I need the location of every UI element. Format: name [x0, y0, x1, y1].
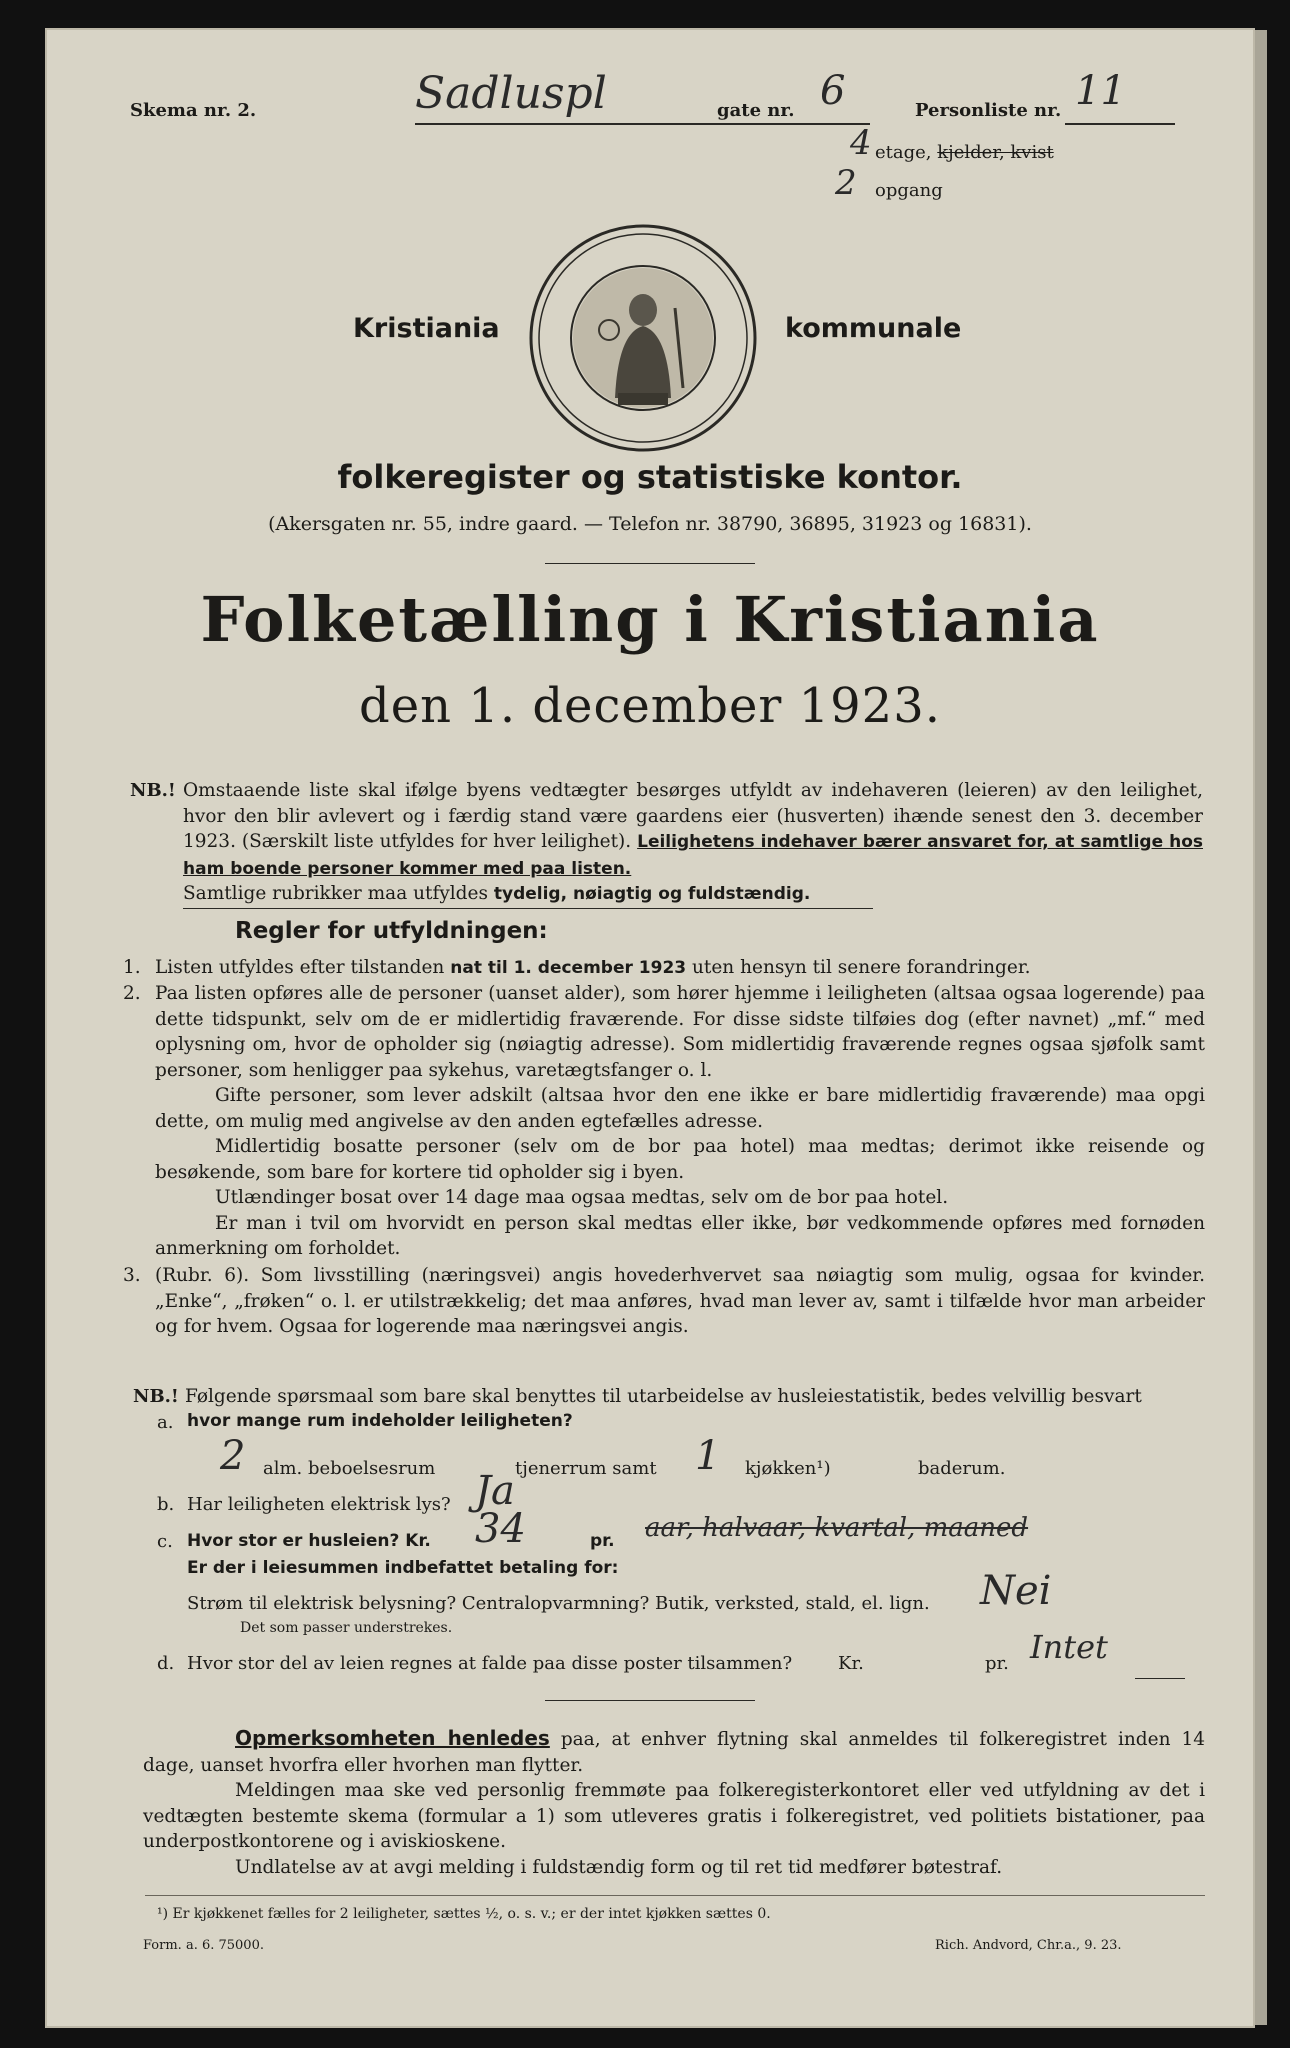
opgang-label: opgang [875, 180, 943, 201]
divider-2 [545, 1700, 755, 1701]
personliste-line [1065, 123, 1175, 125]
q-a-bath-label: baderum. [918, 1458, 1006, 1479]
rule-3: 3. (Rubr. 6). Som livsstilling (næringsvei) angis hovederhvervet saa nøiagtig som mulig, ogsaa for kvinder. „Enke“, „frøken“ o. l. er utilstrækkelig; det maa anføres, hvad man lever av, samt i tilfælde hvor man arbeider og for hvem. Ogsaa for logerende maa næringsvei angis. [123, 1265, 1205, 1337]
nb2-label: NB.! [133, 1386, 179, 1407]
nb1-text: Omstaaende liste skal ifølge byens vedtægter besørges utfyldt av indehaveren (leieren) av den leilighet, hvor den blir avlevert og i færdig stand være gaardens eier (husverten) ihænde senest den 3. december 1923. (Særskilt liste utfyldes for hver leilighet). Leilighetens indehaver bærer ansvaret for, at samtlige hos ham boende personer kommer med paa listen. [183, 780, 1203, 879]
nb1-line: Samtlige rubrikker maa utfyldes tydelig, nøiagtig og fuldstændig. [183, 883, 811, 904]
main-title: Folketælling i Kristiania [200, 583, 1100, 656]
footnote-divider [145, 1895, 1205, 1896]
printer-imprint: Rich. Andvord, Chr.a., 9. 23. [935, 1938, 1122, 1953]
footnote: ¹) Er kjøkkenet fælles for 2 leiligheter, sættes ½, o. s. v.; er der intet kjøkken sættes 0. [157, 1906, 771, 1922]
nb2-text: Følgende spørsmaal som bare skal benyttes til utarbeidelse av husleiestatistik, bedes velvillig besvart [185, 1386, 1142, 1407]
office-name: folkeregister og statistiske kontor. [337, 458, 963, 496]
q-a-rooms-handwritten: 2 [220, 1433, 246, 1479]
q-d-kr: Kr. [838, 1653, 864, 1674]
office-address: (Akersgaten nr. 55, indre gaard. — Telefon nr. 38790, 36895, 31923 og 16831). [268, 513, 1032, 535]
etage-label: etage, kjelder, kvist [875, 142, 1054, 163]
q-a-label: a. [157, 1412, 174, 1433]
q-c-label: c. [157, 1531, 173, 1552]
etage-handwritten: 4 [850, 123, 872, 163]
q-d-label: d. [157, 1653, 175, 1674]
city-seal [523, 218, 763, 458]
notice-text: Opmerksomheten henledes paa, at enhver flytning skal anmeldes til folkeregistret inden 14 dage, uanset hvorfra eller hvorhen man flytter. Meldingen maa ske ved personlig fremmøte paa folkeregisterkontoret eller ved utfyldning av det i vedtægten bestemte skema (formular a 1) som utleveres gratis i folkeregistret, ved politiets bistationer, paa underpostkontorene og i aviskioskene. Undlatelse av at avgi melding i fuldstændig form og til ret tid medfører bøtestraf. [143, 1726, 1205, 1878]
q-a-servant-label: tjenerrum samt [515, 1458, 657, 1479]
rule-1: 1. Listen utfyldes efter tilstanden nat til 1. december 1923 uten hensyn til senere forandringer. [123, 957, 1031, 978]
street-handwritten: Sadluspl [415, 68, 607, 119]
q-c-items: Strøm til elektrisk belysning? Centralopvarmning? Butik, verksted, stald, el. lign. [187, 1593, 930, 1614]
q-d-pr: pr. [985, 1653, 1009, 1674]
gate-number-handwritten: 6 [820, 68, 846, 114]
q-d-handwritten: Intet [1030, 1628, 1108, 1666]
q-c-note: Det som passer understrekes. [240, 1620, 453, 1636]
census-form [45, 28, 1255, 2028]
q-c-items-handwritten: Nei [980, 1568, 1052, 1614]
q-b-handwritten: Ja [475, 1468, 515, 1514]
title-date: den 1. december 1923. [358, 678, 942, 734]
gate-label: gate nr. [717, 100, 795, 121]
rules-heading: Regler for utfyldningen: [235, 918, 548, 944]
personliste-number-handwritten: 11 [1075, 68, 1126, 114]
q-a-kitchen-label: kjøkken¹) [745, 1458, 831, 1479]
nb1-label: NB.! [130, 780, 176, 801]
q-b-question: Har leiligheten elektrisk lys? [187, 1494, 451, 1515]
q-c-question: Hvor stor er husleien? Kr. [187, 1531, 431, 1551]
skema-label: Skema nr. 2. [130, 100, 257, 121]
paper-edge [1255, 30, 1267, 2025]
q-c-subheading: Er der i leiesummen indbefattet betaling for: [187, 1558, 619, 1578]
office-left-word: Kristiania [353, 313, 500, 344]
q-b-label: b. [157, 1494, 175, 1515]
street-line [415, 123, 870, 125]
divider-1 [545, 563, 755, 564]
q-a-kitchen-handwritten: 1 [695, 1433, 721, 1479]
personliste-label: Personliste nr. [915, 100, 1062, 121]
form-number: Form. a. 6. 75000. [143, 1938, 264, 1953]
q-d-question: Hvor stor del av leien regnes at falde paa disse poster tilsammen? [187, 1653, 793, 1674]
office-right-word: kommunale [785, 313, 962, 344]
q-c-period-struck: aar, halvaar, kvartal, maaned [645, 1513, 1029, 1543]
q-a-rooms-label: alm. beboelsesrum [263, 1458, 436, 1479]
q-c-pr: pr. [590, 1531, 615, 1551]
rule-2: 2. Paa listen opføres alle de personer (uanset alder), som hører hjemme i leiligheten (altsaa ogsaa logerende) paa dette tidspunkt, selv om de er midlertidig fraværende. For disse sidste tilføies dog (efter navnet) „mf.“ med oplysning om, hvor de opholder sig (nøiagtig adresse). Som midlertidig fraværende regnes ogsaa sjøfolk samt personer, som henligger paa sykehus, varetægtsfanger o. l. Gifte personer, som lever adskilt (altsaa hvor den ene ikke er bare midlertidig fraværende) maa opgi dette, om mulig med angivelse av den anden egtefælles adresse. Midlertidig bosatte personer (selv om de bor paa hotel) maa medtas; derimot ikke reisende og besøkende, som bare for kortere tid opholder sig i byen. Utlændinger bosat over 14 dage maa ogsaa medtas, selv om de bor paa hotel. Er man i tvil om hvorvidt en person skal medtas eller ikke, bør vedkommende opføres med fornøden anmerkning om forholdet. [123, 983, 1205, 1259]
opgang-handwritten: 2 [835, 163, 857, 203]
q-a-question: hvor mange rum indeholder leiligheten? [187, 1411, 573, 1431]
nb1-underline [183, 908, 873, 909]
q-d-line [1135, 1678, 1185, 1679]
q-c-rent-handwritten: 34 [475, 1506, 526, 1552]
